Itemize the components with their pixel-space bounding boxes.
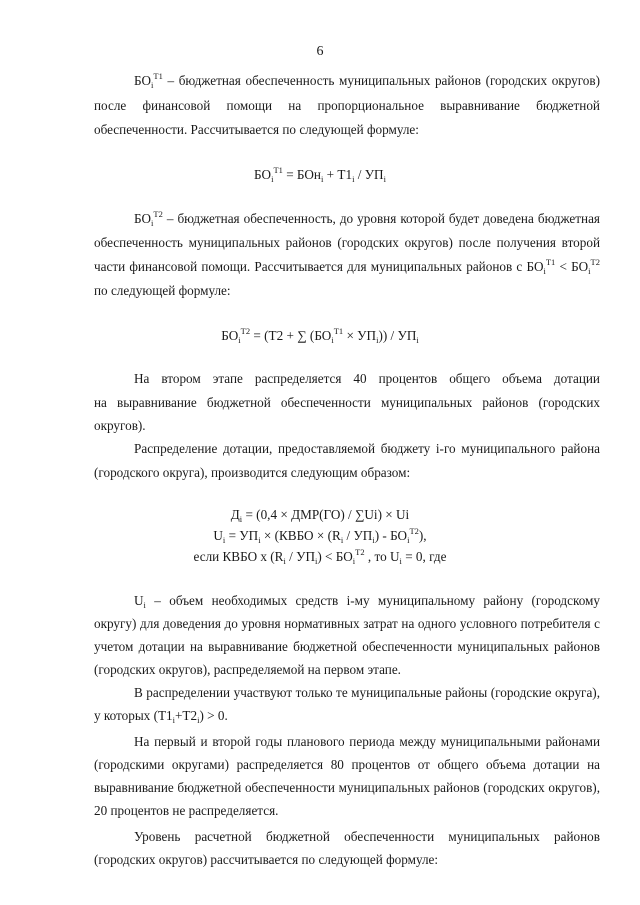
superscript: T1 [545,257,556,267]
superscript: T2 [355,547,365,557]
subscript: i [399,556,402,566]
paragraph-text: – бюджетная обеспеченность муниципальных районов (городских округов) [162,73,600,88]
paragraph-text: на выравнивание бюджетной обеспеченности муниципальных районов (городских [94,395,600,410]
subscript: i [271,174,274,184]
subscript: i [340,535,344,545]
superscript: T2 [153,209,163,219]
paragraph-text: Уровень расчетной бюджетной обеспеченности муниципальных районов [134,829,600,844]
formula-part: если КВБО х (R [193,549,284,564]
paragraph-text: округу) для доведения до уровня нормативных затрат на одного условного потребителя с [94,616,600,631]
formula-part: + Т1 [323,167,353,182]
formula-part: = (Т2 + ∑ (БО [250,328,332,343]
superscript: T2 [590,257,600,267]
paragraph-bo-t2-line1 [94,208,600,231]
formula-part: = (0,4 × ДМР(ГО) / ∑Ui) × Ui [242,507,410,522]
paragraph-text: < БО [555,259,589,274]
subscript: i [197,715,200,725]
paragraph-text: части финансовой помощи. Рассчитывается для муниципальных районов с БО [94,259,544,274]
paragraph-text: обеспеченности. Рассчитывается по следующей формуле: [94,122,419,137]
formula-part: = УП [225,528,259,543]
paragraph-text: – бюджетная обеспеченность, до уровня которой будет доведена бюджетная [162,211,600,226]
formula-condition [0,546,640,568]
formula-part: , то U [364,549,400,564]
superscript: T2 [240,326,251,336]
formula-part: U [213,528,223,543]
paragraph-text: Распределение дотации, предоставляемой бюджету i-го муниципального района [134,441,600,456]
subscript: i [151,80,154,90]
paragraph-text: выравнивание бюджетной обеспеченности муниципальных районов (городских округов), [94,780,600,795]
paragraph-text: (городского округа), производится следующим образом: [94,465,411,480]
paragraph-text: 20 процентов не распределяется. [94,803,279,818]
paragraph-u-i-line1 [94,590,600,613]
paragraph-text: На втором этапе распределяется 40 процентов общего объема дотации [134,371,600,386]
subscript: i [321,174,324,184]
formula-part: ) - БО [374,528,408,543]
formula-part: Д [230,507,240,522]
subscript: i [352,174,355,184]
paragraph-text: – объем необходимых средств i-му муниципальному району (городскому [145,593,600,608]
subscript: i [372,535,375,545]
subscript: i [239,514,243,524]
formula-part: ) < БО [317,549,353,564]
subscript: i [151,218,154,228]
paragraph-text: На первый и второй годы планового периода между муниципальными районами [134,734,600,749]
formula-bo-t1 [0,164,640,186]
symbol-bo: БО [134,211,152,226]
paragraph-text: учетом дотации на выравнивание бюджетной обеспеченности муниципальных районов [94,639,600,654]
symbol-u: U [134,593,144,608]
superscript: T2 [409,526,419,536]
subscript: i [331,335,334,345]
subscript: i [383,174,386,184]
formula-part: = 0, где [401,549,447,564]
paragraph-text: округов). [94,418,146,433]
paragraph-condition-line [94,705,600,728]
formula-part: / УП [285,549,315,564]
subscript: i [143,600,146,610]
subscript: i [407,535,410,545]
formula-part: ), [418,528,427,543]
symbol-bo: БО [134,73,152,88]
subscript: i [222,535,226,545]
subscript: i [543,266,546,276]
paragraph-text: (городских округов), распределяемой на первом этапе. [94,662,401,677]
formula-d-i [0,504,640,526]
paragraph-text: (городскими округами) распределяется 80 процентов от общего объема дотации на [94,757,600,772]
subscript: i [314,556,318,566]
formula-u-i [0,525,640,547]
subscript: i [376,335,379,345]
formula-part: БО [254,167,272,182]
formula-part: )) / УП [378,328,417,343]
paragraph-text: после финансовой помощи на пропорциональное выравнивание бюджетной [94,98,600,113]
paragraph-text: у которых (Т1 [94,708,173,723]
subscript: i [352,556,356,566]
subscript: i [588,266,591,276]
superscript: T1 [153,71,163,81]
subscript: i [416,335,419,345]
formula-part: × (КВБО × (R [260,528,341,543]
subscript: i [238,335,241,345]
formula-part: БО [221,328,239,343]
superscript: T1 [273,165,283,175]
formula-part: / УП [343,528,373,543]
paragraph-text: ) > 0. [199,708,228,723]
formula-part: × УП [343,328,377,343]
paragraph-text-with-condition [94,256,600,279]
subscript: i [283,556,286,566]
paragraph-text: по следующей формуле: [94,283,231,298]
formula-bo-t2 [0,325,640,347]
formula-part: / УП [354,167,384,182]
subscript: i [172,715,175,725]
subscript: i [258,535,261,545]
paragraph-text: +Т2 [175,708,198,723]
paragraph-text: обеспеченность муниципальных районов (городских округов) после получения второй [94,235,600,250]
page-number: 6 [316,44,324,59]
paragraph-text: В распределении участвуют только те муниципальные районы (городские округа), [134,685,600,700]
superscript: T1 [333,326,344,336]
paragraph-bo-t1-line1 [94,70,600,93]
formula-part: = БОн [282,167,321,182]
paragraph-text: (городских округов) рассчитывается по следующей формуле: [94,852,439,867]
